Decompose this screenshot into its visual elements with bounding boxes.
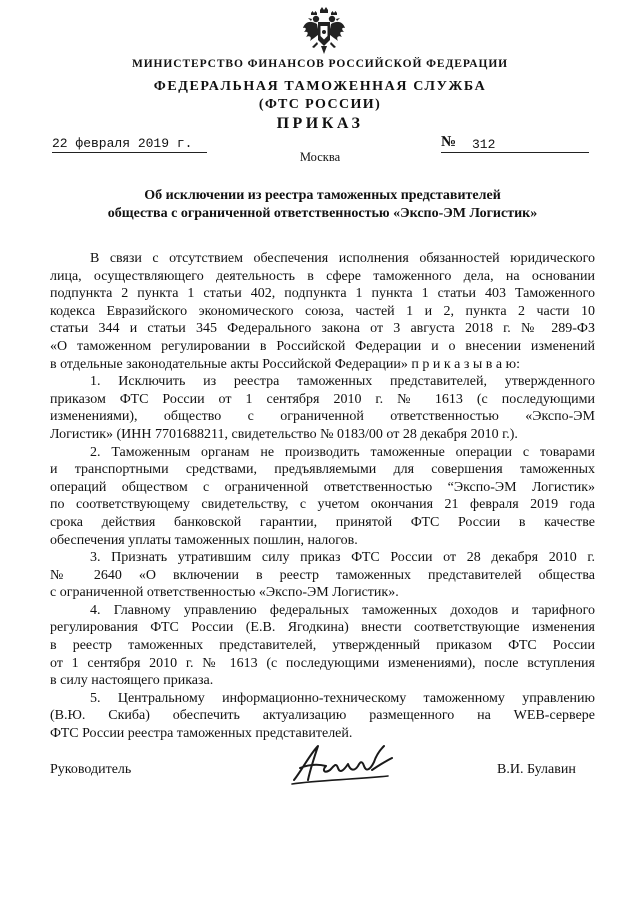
signatory-position: Руководитель [50, 762, 132, 777]
order-date: 22 февраля 2019 г. [52, 136, 193, 151]
body-line: изменениями), общество с ограниченной ответственностью «Экспо-ЭМ [50, 409, 595, 425]
body-line: операций обществом с ограниченной ответственностью “Экспо-ЭМ Логистик» [50, 479, 595, 495]
handwritten-signature [288, 740, 400, 788]
order-number-label: № [441, 134, 457, 150]
body-line: в реестр таможенных представителей, утвержденный приказом ФТС России [50, 638, 595, 654]
body-line: № 2640 «О включении в реестр таможенных представителей общества [50, 567, 595, 583]
service-abbreviation: (ФТС РОССИИ) [258, 97, 382, 112]
title-line: Об исключении из реестра таможенных представителей [144, 188, 501, 203]
body-line: ФТС России реестра таможенных представителей. [50, 726, 353, 742]
document-title [50, 187, 595, 223]
body-line: с ограниченной ответственностью «Экспо-ЭМ Логистик». [50, 585, 399, 601]
signatory-name: В.И. Булавин [497, 762, 576, 777]
body-line: (В.Ю. Скиба) обеспечить актуализацию размещенного на WEB-сервере [50, 708, 595, 724]
body-line: 1. Исключить из реестра таможенных представителей, утвержденного [90, 374, 595, 390]
body-line: 2. Таможенным органам не производить таможенные операции с товарами [90, 444, 595, 460]
body-line: в отдельные законодательные акты Российской Федерации» п р и к а з ы в а ю: [50, 356, 520, 372]
body-line: в силу настоящего приказа. [50, 673, 214, 689]
document-type: ПРИКАЗ [276, 115, 364, 132]
body-line: подпункта 2 пункта 1 статьи 402, подпункта 1 пункта 1 статьи 403 Таможенного [50, 286, 595, 302]
body-line: лица, осуществляющего деятельность в сфере таможенного дела, на основании [50, 268, 595, 284]
body-line: Логистик» (ИНН 7701688211, свидетельство № 0183/00 от 28 декабря 2010 г.). [50, 426, 518, 442]
body-line: регулирования ФТС России (Е.В. Ягодкина) внести соответствующие изменения [50, 620, 595, 636]
coat-of-arms-icon [302, 6, 346, 58]
body-line: В связи с отсутствием обеспечения исполнения обязанностей юридического [90, 251, 595, 266]
body-line: от 1 сентября 2010 г. № 1613 (с последующими изменениями), после вступления [50, 655, 595, 671]
body-line: обеспечения уплаты таможенных пошлин, налогов. [50, 532, 358, 548]
body-line: 3. Признать утратившим силу приказ ФТС России от 28 декабря 2010 г. [90, 550, 595, 566]
city: Москва [299, 150, 341, 164]
body-line: и транспортными средствами, предъявляемыми для совершения таможенных [50, 462, 595, 478]
body-line: статьи 344 и статьи 345 Федерального закона от 3 августа 2018 г. № 289-ФЗ [50, 321, 595, 337]
body-line: «О таможенном регулировании в Российской Федерации и о внесении изменений [50, 338, 595, 354]
body-line: 5. Центральному информационно-техническому таможенному управлению [90, 690, 595, 706]
body-line: 4. Главному управлению федеральных таможенных доходов и тарифного [90, 602, 595, 618]
body-line: по соответствующему свидетельству, с учетом окончания 21 февраля 2019 года [50, 497, 595, 513]
service-name: ФЕДЕРАЛЬНАЯ ТАМОЖЕННАЯ СЛУЖБА [153, 79, 487, 94]
body-line: срока действия банковской гарантии, принятой ФТС России в качестве [50, 514, 595, 530]
document-body [50, 250, 595, 743]
body-line: кодекса Евразийского экономического союза, частей 1 и 2, пункта 2 части 10 [50, 303, 595, 319]
body-line: приказом ФТС России от 1 сентября 2010 г. № 1613 (с последующими [50, 391, 595, 407]
ministry-name: МИНИСТЕРСТВО ФИНАНСОВ РОССИЙСКОЙ ФЕДЕРАЦИИ [131, 58, 509, 70]
order-number: 312 [472, 137, 496, 152]
title-line: общества с ограниченной ответственностью «Экспо-ЭМ Логистик» [107, 206, 538, 221]
